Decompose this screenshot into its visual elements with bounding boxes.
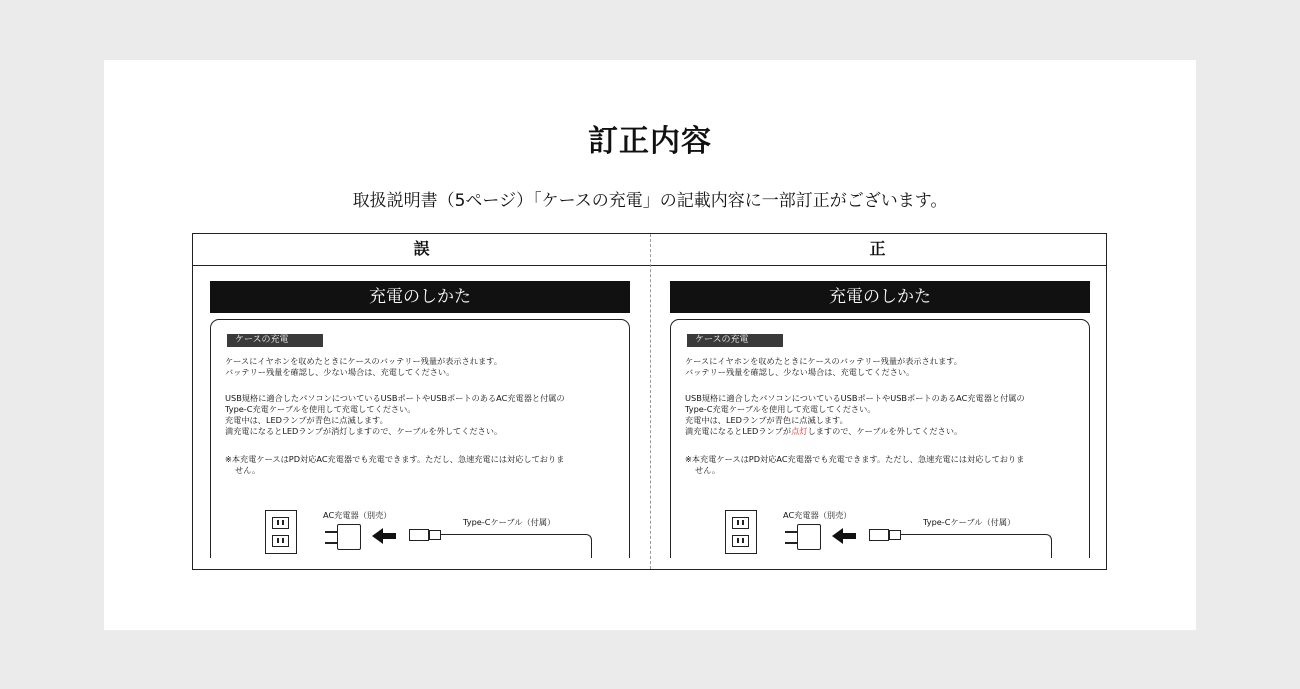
correct-header: 正 xyxy=(869,239,886,258)
column-divider xyxy=(650,234,651,569)
text-line: USB規格に適合したパソコンについているUSBポートやUSBポートのあるAC充電器と付属の xyxy=(225,393,565,403)
paragraph-battery xyxy=(225,356,502,378)
text-line: 充電中は、LEDランプが青色に点滅します。 xyxy=(685,415,848,425)
correction-table xyxy=(192,233,1107,570)
charger-prong xyxy=(325,542,337,544)
text-line: Type-C充電ケーブルを使用して充電してください。 xyxy=(685,404,876,414)
wall-outlet-illustration xyxy=(725,510,757,554)
ac-charger-caption: AC充電器（別売） xyxy=(783,510,852,520)
text-line: ※本充電ケースはPD対応AC充電器でも充電できます。ただし、急速充電には対応しておりま xyxy=(685,454,1025,464)
arrow-left-icon-body xyxy=(843,533,856,539)
section-tag: ケースの充電 xyxy=(687,334,783,347)
arrow-left-icon-body xyxy=(383,533,396,539)
cable-caption: Type-Cケーブル（付属） xyxy=(463,517,556,527)
section-banner: 充電のしかた xyxy=(210,281,630,313)
section-tag: ケースの充電 xyxy=(227,334,323,347)
paragraph-note xyxy=(685,454,1024,476)
outlet-slot xyxy=(732,535,749,547)
arrow-left-icon xyxy=(832,528,843,544)
text-line: ケースにイヤホンを収めたときにケースのバッテリー残量が表示されます。 xyxy=(225,356,502,366)
wall-outlet-illustration xyxy=(265,510,297,554)
outlet-slot xyxy=(272,517,289,529)
manual-box xyxy=(670,319,1090,558)
text-line: ケースにイヤホンを収めたときにケースのバッテリー残量が表示されます。 xyxy=(685,356,962,366)
paragraph-charging xyxy=(685,393,1025,437)
outlet-slot xyxy=(732,517,749,529)
ac-charger-illustration xyxy=(337,524,361,550)
paragraph-charging xyxy=(225,393,565,437)
text-line: バッテリー残量を確認し、少ない場合は、充電してください。 xyxy=(225,367,455,377)
usb-plug-illustration xyxy=(409,529,429,541)
text-line: バッテリー残量を確認し、少ない場合は、充電してください。 xyxy=(685,367,915,377)
text-line: Type-C充電ケーブルを使用して充電してください。 xyxy=(225,404,416,414)
charger-prong xyxy=(325,531,337,533)
text-segment: しますので、ケーブルを外してください。 xyxy=(807,426,963,436)
section-banner: 充電のしかた xyxy=(670,281,1090,313)
charger-prong xyxy=(785,531,797,533)
arrow-left-icon xyxy=(372,528,383,544)
ac-charger-caption: AC充電器（別売） xyxy=(323,510,392,520)
text-line: せん。 xyxy=(235,465,261,475)
text-segment: 満充電になるとLEDランプが xyxy=(685,426,792,436)
usb-connector-illustration xyxy=(889,530,901,540)
ac-charger-illustration xyxy=(797,524,821,550)
outlet-slot xyxy=(272,535,289,547)
text-line-full-charge xyxy=(685,426,1025,437)
intro-text: 取扱説明書（5ページ）「ケースの充電」の記載内容に一部訂正がございます。 xyxy=(352,191,948,211)
wrong-panel xyxy=(210,281,630,558)
charger-prong xyxy=(785,542,797,544)
wrong-header: 誤 xyxy=(413,239,430,258)
usb-plug-illustration xyxy=(869,529,889,541)
corrected-word: 点灯 xyxy=(791,426,808,436)
text-line: 充電中は、LEDランプが青色に点滅します。 xyxy=(225,415,388,425)
cable-illustration xyxy=(441,534,592,558)
cable-illustration xyxy=(901,534,1052,558)
text-line: ※本充電ケースはPD対応AC充電器でも充電できます。ただし、急速充電には対応しておりま xyxy=(225,454,565,464)
paragraph-battery xyxy=(685,356,962,378)
manual-box xyxy=(210,319,630,558)
cable-caption: Type-Cケーブル（付属） xyxy=(923,517,1016,527)
usb-connector-illustration xyxy=(429,530,441,540)
correct-panel xyxy=(670,281,1090,558)
paragraph-note xyxy=(225,454,564,476)
text-line: せん。 xyxy=(695,465,721,475)
page-title: 訂正内容 xyxy=(588,124,712,159)
text-line-full-charge: 満充電になるとLEDランプが消灯しますので、ケーブルを外してください。 xyxy=(225,426,503,436)
text-line: USB規格に適合したパソコンについているUSBポートやUSBポートのあるAC充電器と付属の xyxy=(685,393,1025,403)
